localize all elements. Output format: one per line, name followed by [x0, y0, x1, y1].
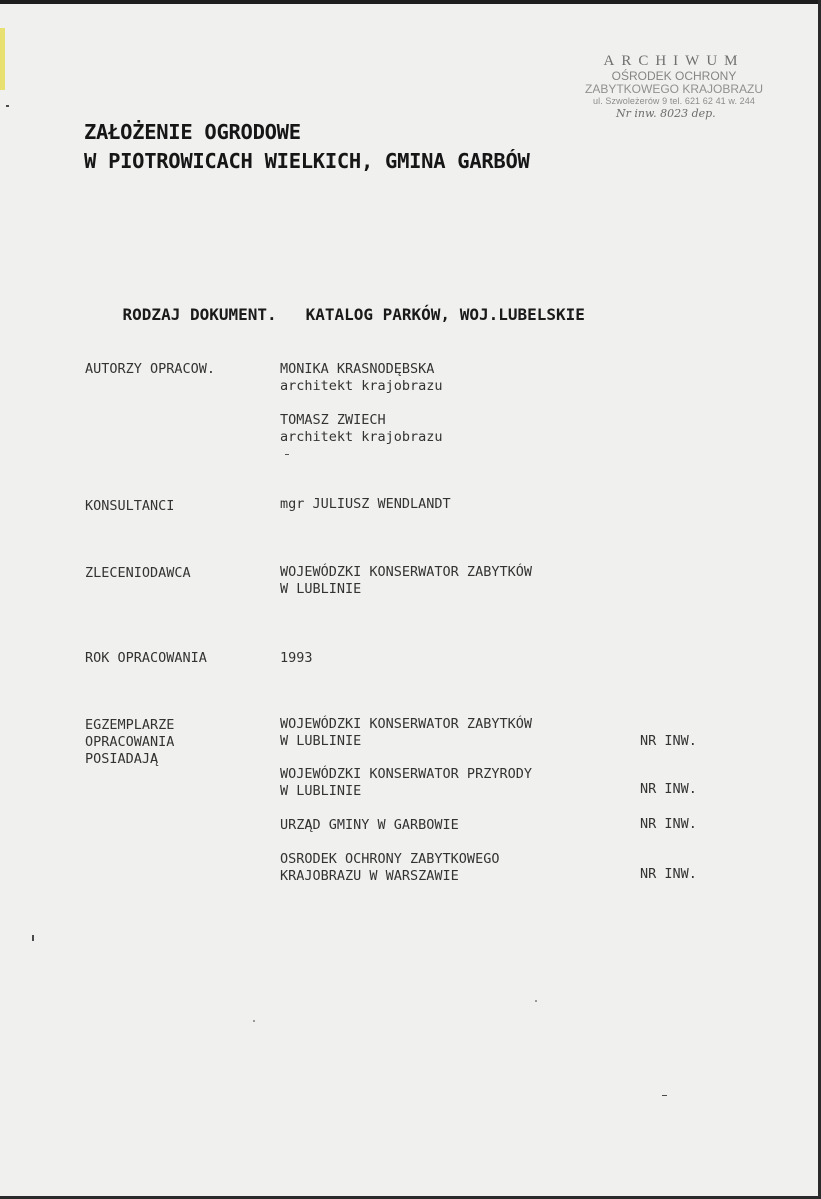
holder-4-line-2: KRAJOBRAZU W WARSZAWIE	[280, 868, 459, 884]
year-label: ROK OPRACOWANIA	[85, 650, 207, 666]
commissioner-line-2: W LUBLINIE	[280, 581, 362, 597]
scan-speck	[6, 105, 9, 107]
holder-2-line-1: WOJEWÓDZKI KONSERWATOR PRZYRODY	[280, 766, 532, 782]
title-line-1: ZAŁOŻENIE OGRODOWE	[84, 120, 301, 144]
scan-speck	[253, 1020, 255, 1022]
document-type	[84, 286, 585, 343]
scan-speck	[32, 935, 34, 941]
holder-3-line-1: URZĄD GMINY W GARBOWIE	[280, 817, 459, 833]
holder-2-nr: NR INW.	[640, 781, 697, 797]
holder-2-line-2: W LUBLINIE	[280, 783, 362, 799]
document-type-value: KATALOG PARKÓW, WOJ.LUBELSKIE	[305, 305, 585, 324]
holder-1-nr: NR INW.	[640, 733, 697, 749]
page-tab-marker	[0, 28, 5, 90]
copies-label-line-2: OPRACOWANIA	[85, 734, 175, 750]
scan-speck	[535, 1000, 537, 1002]
year-value: 1993	[280, 650, 313, 666]
author-1-name: MONIKA KRASNODĘBSKA	[280, 361, 435, 377]
holder-4-line-1: OSRODEK OCHRONY ZABYTKOWEGO	[280, 851, 500, 867]
holder-1-line-1: WOJEWÓDZKI KONSERWATOR ZABYTKÓW	[280, 716, 532, 732]
stamp-handwritten-inventory: Nr inw. 8023 dep.	[616, 107, 716, 120]
holder-1-line-2: W LUBLINIE	[280, 733, 362, 749]
document-title	[84, 118, 530, 176]
holder-4-nr: NR INW.	[640, 866, 697, 882]
stamp-line-osrodek: OŚRODEK OCHRONY	[611, 69, 737, 83]
stamp-line-zabytkowego: ZABYTKOWEGO KRAJOBRAZU	[584, 82, 764, 96]
scan-edge-top	[0, 0, 821, 4]
authors-label: AUTORZY OPRACOW.	[85, 361, 216, 377]
stamp-line-archiwum: ARCHIWUM	[603, 53, 745, 69]
consultants-label: KONSULTANCI	[85, 498, 175, 514]
document-type-label: RODZAJ DOKUMENT.	[122, 305, 277, 324]
author-1-role: architekt krajobrazu	[280, 378, 443, 394]
archive-stamp	[574, 53, 774, 120]
title-line-2: W PIOTROWICACH WIELKICH, GMINA GARBÓW	[84, 149, 530, 173]
commissioner-label: ZLECENIODAWCA	[85, 565, 191, 581]
author-2-name: TOMASZ ZWIECH	[280, 412, 386, 428]
copies-label-line-3: POSIADAJĄ	[85, 751, 159, 767]
author-2-role: architekt krajobrazu	[280, 429, 443, 445]
scan-speck	[662, 1095, 667, 1096]
copies-label-line-1: EGZEMPLARZE	[85, 717, 175, 733]
holder-3-nr: NR INW.	[640, 816, 697, 832]
stray-mark	[285, 454, 289, 455]
consultants-value: mgr JULIUSZ WENDLANDT	[280, 496, 451, 512]
stamp-line-address: ul. Szwoleżerów 9 tel. 621 62 41 w. 244	[593, 96, 755, 106]
commissioner-line-1: WOJEWÓDZKI KONSERWATOR ZABYTKÓW	[280, 564, 532, 580]
